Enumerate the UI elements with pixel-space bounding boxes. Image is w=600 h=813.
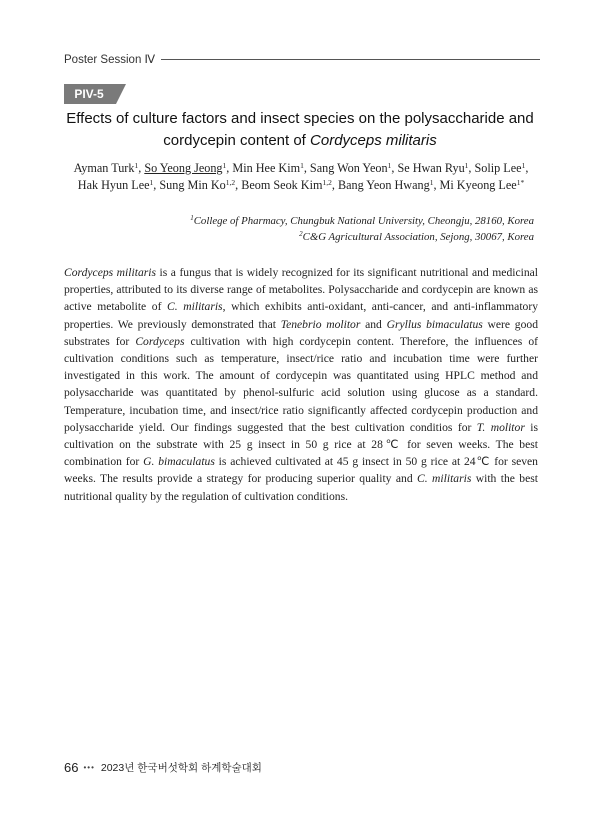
author-separator: , [153,178,160,192]
conference-name: 2023년 한국버섯학회 하계학술대회 [100,761,262,774]
author-separator: , [303,161,310,175]
affiliation-mark: 1 [190,214,194,222]
author [397,161,474,175]
page-footer [64,758,262,776]
abstract-text: and [360,317,387,331]
abstract-text: is cultivation on the substrate with 25 g insect in 50 g rice at 28℃ for seven weeks. The best combination for [64,420,538,469]
author-separator: , [525,161,529,175]
author-affiliation-mark: 1 [300,161,304,170]
author-name: Mi Kyeong Lee [439,178,517,192]
author-separator: , [226,161,233,175]
author-list [64,160,538,194]
author [144,161,232,175]
author-affiliation-mark: 1 [149,178,154,187]
abstract-italic-term: G. bimaculatus [143,455,215,469]
author-name: Sang Won Yeon [309,161,388,175]
author-separator: , [138,161,145,175]
abstract-text: cultivation with high cordycepin content. Therefore, the influences of cultivation conditions such as temperature, insect/rice ratio and incubation time were further investigated in this work. The amount of cordycepin was quantitated using HPLC method and polysaccharide was quantitated by phenol-sulfuric acid solution using glucose as a standard. Temperature, incubation time, and insect/rice ratio significantly affected cordycepin production and polysaccharide yield. Our findings suggested that the best cultivation conditios for [64,334,538,434]
author [159,178,241,192]
author [440,178,525,192]
author-name: Bang Yeon Hwang [337,178,430,192]
affiliation [100,213,534,229]
author-name: Beom Seok Kim [241,178,323,192]
author [232,161,310,175]
author [74,161,145,175]
author [310,161,398,175]
abstract-italic-term: C. militaris [167,300,223,314]
abstract-text: , which exhibits anti-oxidant, anti-cancer, and anti-inflammatory properties. We previously demonstrated that [64,300,538,331]
author [241,178,338,192]
author-separator: , [468,161,475,175]
title-species: Cordyceps militaris [310,132,437,149]
author-name: Ayman Turk [73,161,135,175]
session-label: Poster Session Ⅳ [64,54,156,66]
abstract-italic-term: T. molitor [476,420,525,434]
author-separator: , [433,178,440,192]
page-number: 66 [64,759,79,775]
author-affiliation-mark: 1,2 [322,178,332,187]
paper-title [40,108,560,152]
author-affiliation-mark: 1* [516,178,525,187]
abstract-text: is a fungus that is widely recognized for its significant nutritional and medicinal properties, attributed to its diverse range of metabolites. Polysaccharide and cordycepin are known as active metabolite of [64,266,538,314]
affiliation-list [100,213,534,245]
abstract-body [64,264,538,505]
affiliation-mark: 2 [299,230,303,238]
title-line-1: Effects of culture factors and insect species on the polysaccharide and [66,110,534,127]
abstract-text: with the best nutritional quality by the regulation of cultivation conditions. [64,472,538,503]
author-separator: , [391,161,398,175]
author-affiliation-mark: 1 [521,161,526,170]
abstract-text: is achieved cultivated at 45 g insect in 50 g rice at 24℃ for seven weeks. The results provide a strategy for producing superior quality and [64,455,538,486]
author-affiliation-mark: 1 [222,161,227,170]
poster-id-badge [64,84,126,104]
author [78,178,160,192]
affiliation [100,229,534,245]
author-name: Solip Lee [474,161,522,175]
abstract-italic-term: Gryllus bimaculatus [386,317,483,331]
author [338,178,440,192]
footer-dots: ••• [83,762,95,772]
abstract-italic-term: Cordyceps [135,334,185,348]
author-affiliation-mark: 1 [134,161,139,170]
header-rule [161,59,540,60]
author-separator: , [331,178,338,192]
affiliation-text: College of Pharmacy, Chungbuk National University, Cheongju, 28160, Korea [193,215,534,227]
abstract-italic-term: Tenebrio molitor [280,317,361,331]
poster-id-label: PIV-5 [74,87,104,101]
affiliation-text: C&G Agricultural Association, Sejong, 30067, Korea [302,231,534,243]
author-name: Sung Min Ko [159,178,226,192]
title-line-2 [40,130,560,152]
author-name: Min Hee Kim [232,161,301,175]
author-name: Se Hwan Ryu [397,161,465,175]
abstract-text: were good substrates for [64,317,538,348]
author [475,161,529,175]
author-name: Hak Hyun Lee [77,178,150,192]
running-header [64,51,540,67]
abstract-italic-term: Cordyceps militaris [64,266,156,279]
author-affiliation-mark: 1,2 [225,178,236,187]
abstract-italic-term: C. militaris [417,472,472,486]
author-affiliation-mark: 1 [429,178,434,187]
author-name: So Yeong Jeong [144,161,223,175]
author-separator: , [235,178,242,192]
title-line-2-text: cordycepin content of [163,132,311,149]
author-affiliation-mark: 1 [387,161,392,170]
author-affiliation-mark: 1 [464,161,469,170]
